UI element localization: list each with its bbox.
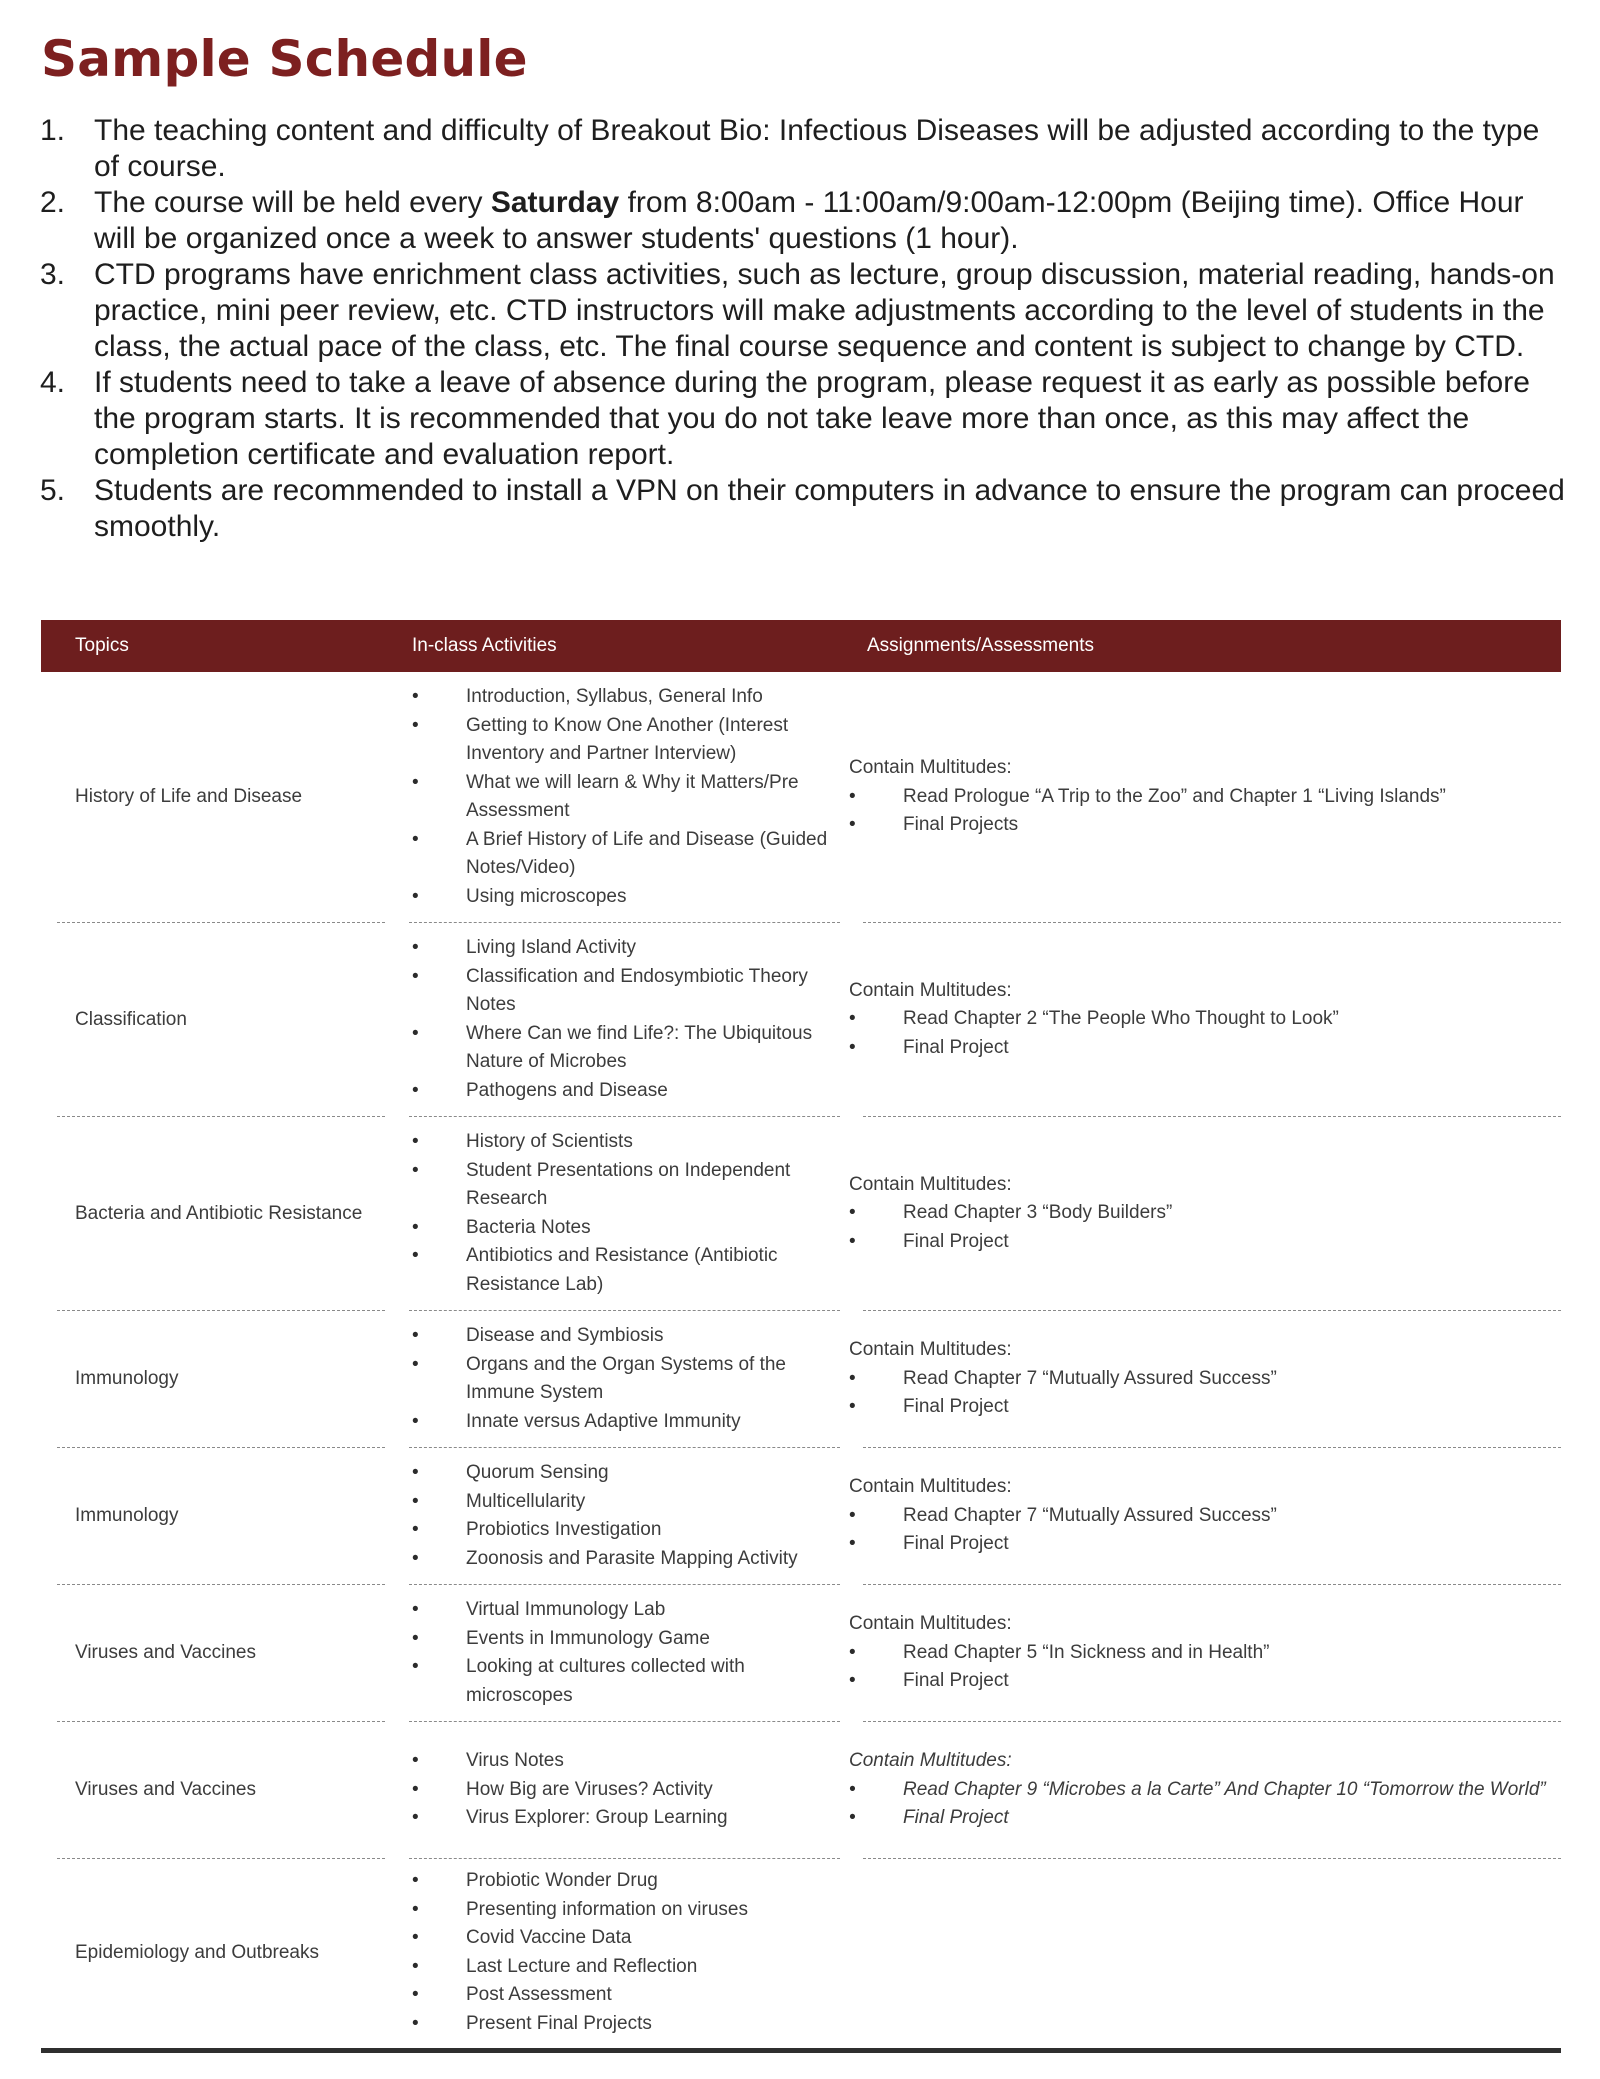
activity-item: • Quorum Sensing [394,1459,849,1488]
assignment-source: Contain Multitudes: [849,1339,1012,1361]
activity-item: • Introduction, Syllabus, General Info [394,683,849,712]
table-row [41,1859,1561,2046]
note-text-post: from 8:00am - 11:00am/9:00am-12:00pm (Beijing time). Office Hour will be organized once a week to answer students' questions (1 hour). [94,186,1524,255]
activity-item: • Covid Vaccine Data [394,1924,849,1953]
activities-list [394,1867,849,2038]
assignments-cell [849,1311,1561,1447]
activity-item: • Post Assessment [394,1981,849,2010]
assignments-cell [849,1585,1561,1721]
header-topics: Topics [41,620,394,672]
topic-cell: Bacteria and Antibiotic Resistance [75,1202,363,1224]
assignment-item: • Read Chapter 7 “Mutually Assured Success” [849,1502,1561,1531]
page-title: Sample Schedule [41,30,528,88]
table-body [41,672,1561,2046]
activities-cell [394,923,849,1116]
note-text: If students need to take a leave of absence during the program, please request it as early as possible before the program starts. It is recommended that you do not take leave more than once, as this may affect the completion certificate and evaluation report. [94,366,1530,471]
activities-cell [394,672,849,922]
activity-item: • Multicellularity [394,1488,849,1517]
note-number: 3. [40,258,66,291]
activity-item: • Where Can we find Life?: The Ubiquitous Nature of Microbes [394,1020,849,1077]
table-row [41,1722,1561,1858]
assignments-cell [849,1859,1561,2046]
activities-list [394,1596,849,1710]
assignments-cell [849,923,1561,1116]
assignment-item: • Final Project [849,1804,1561,1833]
activity-item: • Zoonosis and Parasite Mapping Activity [394,1545,849,1574]
activity-item: • Last Lecture and Reflection [394,1953,849,1982]
assignment-item: • Final Project [849,1228,1561,1257]
activity-item: • Classification and Endosymbiotic Theory Notes [394,963,849,1020]
activity-item: • How Big are Viruses? Activity [394,1776,849,1805]
assignments-cell [849,672,1561,922]
assignments-list [849,1502,1561,1559]
table-row [41,672,1561,922]
assignments-list [849,1365,1561,1422]
activity-item: • Organs and the Organ Systems of the Immune System [394,1351,849,1408]
activities-cell [394,1117,849,1310]
note-number: 2. [40,186,66,219]
assignments-list [849,783,1561,840]
note-number: 5. [40,474,66,507]
activity-item: • Pathogens and Disease [394,1077,849,1106]
assignment-item: • Final Project [849,1530,1561,1559]
activities-cell [394,1448,849,1584]
activity-item: • Virus Notes [394,1747,849,1776]
activity-item: • What we will learn & Why it Matters/Pre Assessment [394,769,849,826]
table-row [41,1311,1561,1447]
note-item [40,257,1570,365]
assignment-item: • Final Project [849,1667,1561,1696]
note-day-bold: Saturday [490,186,620,219]
note-text: Students are recommended to install a VPN on their computers in advance to ensure the program can proceed smoothly. [94,474,1565,543]
header-assignments: Assignments/Assessments [849,620,1561,672]
assignments-cell [849,1117,1561,1310]
topic-cell: Viruses and Vaccines [75,1779,256,1800]
assignments-cell [849,1448,1561,1584]
assignment-item: • Final Project [849,1034,1561,1063]
note-item [40,473,1570,545]
activities-list [394,1322,849,1436]
table-header-row [41,620,1561,672]
assignment-item: • Read Chapter 9 “Microbes a la Carte” And Chapter 10 “Tomorrow the World” [849,1776,1561,1805]
activities-cell [394,1585,849,1721]
topic-cell: History of Life and Disease [75,786,303,807]
assignment-item: • Read Chapter 2 “The People Who Thought to Look” [849,1005,1561,1034]
activity-item: • Events in Immunology Game [394,1625,849,1654]
activity-item: • Probiotics Investigation [394,1516,849,1545]
activity-item: • A Brief History of Life and Disease (Guided Notes/Video) [394,826,849,883]
note-text: The teaching content and difficulty of Breakout Bio: Infectious Diseases will be adjusted according to the type of course. [94,114,1540,183]
assignment-source: Contain Multitudes: [849,1476,1012,1498]
assignment-item: • Final Projects [849,811,1561,840]
activities-list [394,1459,849,1573]
note-text: CTD programs have enrichment class activities, such as lecture, group discussion, material reading, hands-on practice, mini peer review, etc. CTD instructors will make adjustments according to the level of students in the class, the actual pace of the class, etc. The final course sequence and content is subject to change by CTD. [94,258,1555,363]
note-number: 4. [40,366,66,399]
note-number: 1. [40,114,66,147]
activities-list [394,683,849,911]
activity-item: • Innate versus Adaptive Immunity [394,1408,849,1437]
activities-cell [394,1722,849,1858]
activity-item: • Present Final Projects [394,2010,849,2039]
activity-item: • History of Scientists [394,1128,849,1157]
assignment-item: • Read Chapter 5 “In Sickness and in Health” [849,1639,1561,1668]
note-item [40,185,1570,257]
topic-cell: Viruses and Vaccines [75,1642,256,1663]
activity-item: • Bacteria Notes [394,1214,849,1243]
activity-item: • Using microscopes [394,883,849,912]
assignment-item: • Read Chapter 3 “Body Builders” [849,1199,1561,1228]
activity-item: • Disease and Symbiosis [394,1322,849,1351]
header-activities: In-class Activities [394,620,849,672]
activities-list [394,1747,849,1833]
activities-list [394,934,849,1105]
assignment-item: • Read Chapter 7 “Mutually Assured Success” [849,1365,1561,1394]
schedule-table [41,620,1561,2046]
activity-item: • Living Island Activity [394,934,849,963]
activity-item: • Probiotic Wonder Drug [394,1867,849,1896]
assignments-cell [849,1722,1561,1858]
topic-cell: Immunology [75,1368,179,1389]
table-bottom-rule [41,2048,1561,2053]
table-row [41,1585,1561,1721]
schedule-notes [40,113,1570,545]
assignment-source: Contain Multitudes: [849,979,1012,1001]
activities-cell [394,1311,849,1447]
table-row [41,1448,1561,1584]
table-row [41,1117,1561,1310]
activity-item: • Getting to Know One Another (Interest Inventory and Partner Interview) [394,712,849,769]
table-row [41,923,1561,1116]
assignments-list [849,1199,1561,1256]
activities-cell [394,1859,849,2046]
assignment-source: Contain Multitudes: [849,1613,1012,1635]
activity-item: • Presenting information on viruses [394,1896,849,1925]
topic-cell: Classification [75,1008,187,1030]
note-item [40,113,1570,185]
assignment-source: Contain Multitudes: [849,757,1012,779]
assignment-source: Contain Multitudes: [849,1173,1012,1195]
assignments-list [849,1639,1561,1696]
assignment-item: • Final Project [849,1393,1561,1422]
assignments-list [849,1005,1561,1062]
activity-item: • Student Presentations on Independent Research [394,1157,849,1214]
topic-cell: Epidemiology and Outbreaks [75,1941,319,1963]
assignments-list [849,1776,1561,1833]
note-text-pre: The course will be held every [94,186,491,219]
activity-item: • Virus Explorer: Group Learning [394,1804,849,1833]
note-item [40,365,1570,473]
activity-item: • Looking at cultures collected with microscopes [394,1653,849,1710]
topic-cell: Immunology [75,1505,179,1526]
assignment-source: Contain Multitudes: [849,1750,1012,1772]
activities-list [394,1128,849,1299]
activity-item: • Virtual Immunology Lab [394,1596,849,1625]
assignment-item: • Read Prologue “A Trip to the Zoo” and Chapter 1 “Living Islands” [849,783,1561,812]
activity-item: • Antibiotics and Resistance (Antibiotic Resistance Lab) [394,1242,849,1299]
